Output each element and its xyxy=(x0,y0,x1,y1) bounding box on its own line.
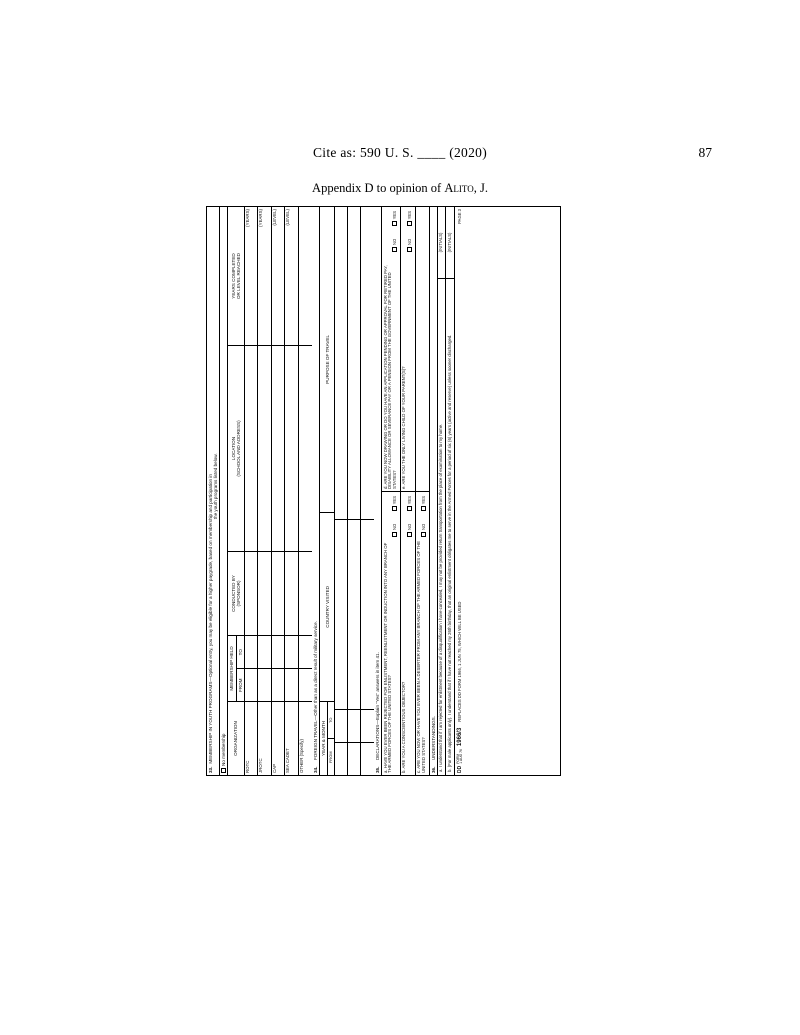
row-location-input[interactable] xyxy=(285,345,298,551)
row-years-unit: (YEARS) xyxy=(258,209,264,227)
table-row xyxy=(258,207,272,775)
section-35-title: DECLARATIONS—Explain "Yes" answers in item 41. xyxy=(374,652,380,761)
row-location-input[interactable] xyxy=(258,345,271,551)
declaration-b-no-checkbox[interactable] xyxy=(407,532,412,537)
table-row xyxy=(299,207,313,775)
declaration-row-ad xyxy=(382,207,400,775)
table-row xyxy=(361,207,374,775)
section-36-number: 36. xyxy=(430,766,436,773)
declaration-c-no-label: NO xyxy=(421,523,427,531)
table-row xyxy=(285,207,299,775)
declaration-a-yes-checkbox[interactable] xyxy=(392,506,397,511)
declaration-c-yes-label: YES xyxy=(421,496,427,505)
rotated-form xyxy=(206,206,561,776)
dd-form-1966-page-3 xyxy=(206,206,561,776)
col-location-label: LOCATION xyxy=(230,436,236,461)
row-to-input[interactable] xyxy=(272,635,285,668)
travel-country-input[interactable] xyxy=(335,519,347,709)
section-33-number: 33. xyxy=(208,766,214,773)
declaration-b-yes-label: YES xyxy=(407,496,413,505)
citation-text: Cite as: 590 U. S. ____ (2020) xyxy=(313,145,487,160)
declaration-d-letter: d. xyxy=(382,485,388,489)
footer-dd-label: DD xyxy=(456,765,463,773)
understanding-a-letter: a. xyxy=(438,768,444,772)
col-conducted-by-sub: (SPONSOR) xyxy=(236,580,242,607)
declaration-row-be xyxy=(401,207,416,775)
declaration-c-yes-checkbox[interactable] xyxy=(421,506,426,511)
form-footer xyxy=(455,207,465,775)
declaration-d xyxy=(382,207,399,491)
declaration-c-answers xyxy=(421,496,427,537)
travel-to-input[interactable] xyxy=(361,709,374,742)
footer-replaces-text: REPLACES DD FORM 1966, 1 JUN 75, WHICH WILL BE USED xyxy=(456,601,462,722)
section-34-header xyxy=(312,207,320,775)
row-organization: JROTC xyxy=(258,701,271,775)
declaration-d-body: ARE YOU NOW DRAWING OR DO YOU HAVE AN APPLICATION PENDING OR APPROVAL FOR RETIRED PAY, DISABILITY ALLOWANCE OR SEVERANCE PAY OR A PENSION FROM THE GOVERNMENT OF THE UNITED STATES? xyxy=(382,265,398,489)
section-33-header xyxy=(207,207,220,775)
section-35-header xyxy=(374,207,382,775)
declaration-e-text xyxy=(402,209,407,489)
row-location-input[interactable] xyxy=(299,345,313,551)
foreign-travel-header xyxy=(320,207,335,775)
travel-purpose-input[interactable] xyxy=(335,213,347,519)
declaration-b-answers xyxy=(407,496,413,537)
youth-programs-table-header xyxy=(228,207,244,775)
col-purpose-of-travel xyxy=(320,207,334,512)
no-membership-checkbox[interactable] xyxy=(221,768,226,773)
footer-form-label: FORM xyxy=(455,753,460,764)
row-years-unit: (YEARS) xyxy=(244,209,250,227)
understanding-b-initials[interactable]: (INITIALS) xyxy=(446,207,454,279)
appendix-heading-justice: Alito xyxy=(444,181,474,195)
travel-to-input[interactable] xyxy=(348,709,360,742)
col-years-sub: OR LEVEL REACHED xyxy=(236,252,242,300)
understanding-a xyxy=(438,207,447,775)
col-years-completed xyxy=(228,207,243,345)
citation-line xyxy=(0,145,800,161)
travel-from-input[interactable] xyxy=(361,742,374,775)
travel-from-input[interactable] xyxy=(348,742,360,775)
col-location-sub: (SCHOOL AND ADDRESS) xyxy=(236,420,242,477)
footer-page-label: PAGE 3 xyxy=(456,209,462,224)
section-34-title: FOREIGN TRAVEL—Other than as a direct result of military service. xyxy=(313,621,319,761)
col-membership-from: FROM xyxy=(237,669,244,702)
declaration-b xyxy=(401,491,415,775)
declaration-a-letter: a. xyxy=(382,769,388,773)
declaration-b-letter: b. xyxy=(401,769,407,773)
declaration-e-answers xyxy=(407,211,413,252)
row-location-input[interactable] xyxy=(272,345,285,551)
row-from-input[interactable] xyxy=(285,668,298,701)
row-years-unit: (LEVEL) xyxy=(285,209,291,226)
understanding-a-body: I understand that if I am rejected for enlistment because of a disqualification I have concealed, I may not be provided return transportation from the place of examination to my home. xyxy=(438,423,444,768)
understanding-b xyxy=(446,207,455,775)
row-conducted-input[interactable] xyxy=(299,551,313,635)
table-row xyxy=(245,207,259,775)
col-organization xyxy=(228,701,243,775)
row-conducted-input[interactable] xyxy=(258,551,271,635)
col-year-month-label: YEAR & MONTH xyxy=(320,702,328,775)
youth-programs-table xyxy=(228,207,312,775)
col-travel-to: TO xyxy=(327,717,333,723)
appendix-heading xyxy=(0,181,800,196)
row-organization: SEA CADET xyxy=(285,701,298,775)
row-conducted-input[interactable] xyxy=(272,551,285,635)
declaration-a-no-checkbox[interactable] xyxy=(392,532,397,537)
declaration-a-body: HAVE YOU EVER BEEN REJECTED FOR ENLISTMENT, REENLISTMENT OR INDUCTION INTO ANY BRANCH OF THE ARMED FORCES OF THE UNITED STATES? xyxy=(382,542,393,773)
col-location xyxy=(228,345,243,551)
row-years-unit: (LEVEL) xyxy=(271,209,277,226)
row-years-unit xyxy=(299,207,313,345)
travel-to-input[interactable] xyxy=(335,709,347,742)
table-row xyxy=(348,207,361,775)
table-row xyxy=(272,207,286,775)
col-country-visited-label: COUNTRY VISITED xyxy=(324,586,330,628)
declaration-e-no-label: NO xyxy=(407,238,413,246)
declaration-a-no-label: NO xyxy=(392,523,398,531)
col-membership-held xyxy=(228,635,243,701)
section-35-number: 35. xyxy=(374,766,380,773)
col-travel-from: FROM xyxy=(328,739,333,776)
declaration-a-yes-label: YES xyxy=(392,496,398,505)
table-row xyxy=(335,207,348,775)
declaration-e-yes-label: YES xyxy=(407,211,413,220)
footer-form-date: 1 AUG 76 xyxy=(459,749,464,764)
declaration-d-no-checkbox[interactable] xyxy=(392,247,397,252)
row-to-input[interactable] xyxy=(258,635,271,668)
declaration-e-letter: e. xyxy=(401,485,407,489)
footer-form-meta xyxy=(457,749,464,764)
row-location-input[interactable] xyxy=(245,345,258,551)
row-from-input[interactable] xyxy=(245,668,258,701)
declaration-e-yes-checkbox[interactable] xyxy=(407,221,412,226)
declaration-c-letter: c. xyxy=(416,769,422,773)
row-organization: ROTC xyxy=(245,701,258,775)
declaration-row-c xyxy=(416,207,430,775)
declaration-d-yes-checkbox[interactable] xyxy=(392,221,397,226)
row-from-input[interactable] xyxy=(258,668,271,701)
row-to-input[interactable] xyxy=(245,635,258,668)
row-to-input[interactable] xyxy=(299,635,313,668)
section-33-title: MEMBERSHIP IN YOUTH PROGRAMS—Optional entry, you may be eligible for a higher paygrade, based on membership and participation in xyxy=(208,474,214,764)
col-conducted-by-label: CONDUCTED BY xyxy=(230,575,236,612)
col-year-month xyxy=(320,701,334,775)
travel-country-input[interactable] xyxy=(361,519,374,709)
declaration-b-no-label: NO xyxy=(407,523,413,531)
understanding-a-text xyxy=(438,279,446,775)
row-to-input[interactable] xyxy=(285,635,298,668)
declaration-d-yes-label: YES xyxy=(392,211,398,220)
col-conducted-by xyxy=(228,551,243,635)
col-years-label: YEARS COMPLETED xyxy=(230,253,236,299)
scanned-form-region xyxy=(206,206,561,776)
col-purpose-of-travel-label: PURPOSE OF TRAVEL xyxy=(324,334,330,384)
travel-purpose-input[interactable] xyxy=(361,213,374,519)
row-from-input[interactable] xyxy=(299,668,313,701)
no-membership-label: No membership xyxy=(221,733,227,766)
understanding-b-letter: b. xyxy=(446,768,452,772)
youth-programs-table-body xyxy=(245,207,313,775)
travel-purpose-input[interactable] xyxy=(348,213,360,519)
declaration-c xyxy=(416,491,429,775)
declaration-d-no-label: NO xyxy=(392,238,398,246)
declaration-c-no-checkbox[interactable] xyxy=(421,532,426,537)
declaration-e-body: ARE YOU THE ONLY LIVING CHILD OF YOUR PARENT(S)? xyxy=(401,366,407,485)
row-conducted-input[interactable] xyxy=(285,551,298,635)
col-country-visited xyxy=(320,512,334,701)
declaration-b-body: ARE YOU A CONSCIENTIOUS OBJECTOR? xyxy=(401,681,407,769)
col-membership-to: TO xyxy=(237,649,243,656)
declaration-c-body: ARE YOU NOW OR HAVE YOU EVER BEEN A DESERTER FROM ANY BRANCH OF THE ARMED FORCES OF THE UNITED STATES? xyxy=(416,540,426,773)
col-organization-label: ORGANIZATION xyxy=(233,721,239,756)
foreign-travel-table xyxy=(320,207,374,775)
appendix-heading-post: , J. xyxy=(473,181,488,195)
row-conducted-input[interactable] xyxy=(245,551,258,635)
row-organization: OTHER (Specify) xyxy=(299,701,313,775)
declaration-c-spacer xyxy=(416,207,429,491)
travel-country-input[interactable] xyxy=(348,519,360,709)
declaration-a-answers xyxy=(392,496,398,537)
appendix-heading-pre: Appendix D to opinion of xyxy=(312,181,445,195)
footer-form-number: 1966/3 xyxy=(456,727,463,747)
understanding-b-body: (For male applicants only). I understand that if I have not reached my 26th birthday, that an original enlistment obligates me to serve in the Armed Forces for a period of six (6) years (active and reserve) unless sooner discharged. xyxy=(446,334,452,768)
page-number: 87 xyxy=(698,145,712,160)
understanding-b-text xyxy=(446,279,454,775)
section-34-number: 34. xyxy=(313,766,319,773)
travel-from-input[interactable] xyxy=(335,742,347,775)
understanding-a-initials[interactable]: (INITIALS) xyxy=(438,207,446,279)
declaration-b-yes-checkbox[interactable] xyxy=(407,506,412,511)
declaration-d-answers xyxy=(392,211,398,252)
col-membership-held-label: MEMBERSHIP HELD xyxy=(228,636,236,701)
row-organization: CAP xyxy=(272,701,285,775)
section-33-no-membership-row xyxy=(220,207,228,775)
declaration-e-no-checkbox[interactable] xyxy=(407,247,412,252)
declaration-a xyxy=(382,491,399,775)
section-33-title-2: the youth programs listed below. xyxy=(213,453,219,520)
declaration-b-text xyxy=(402,494,407,773)
section-36-title: UNDERSTANDINGS. xyxy=(430,715,436,761)
section-36-header xyxy=(430,207,438,775)
declaration-e xyxy=(401,207,415,491)
row-from-input[interactable] xyxy=(272,668,285,701)
